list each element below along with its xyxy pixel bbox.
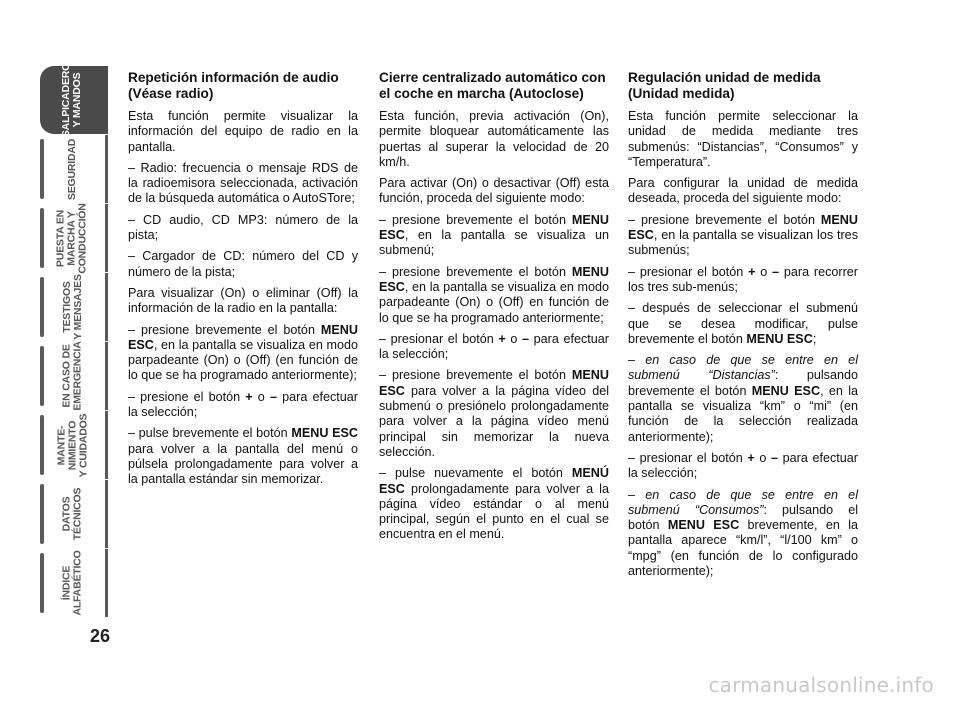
menu-esc-button-ref: MENU ESC bbox=[746, 331, 813, 346]
menu-esc-button-ref: MENU ESC bbox=[128, 322, 358, 352]
tab-label: SEGURIDAD bbox=[66, 138, 78, 200]
paragraph: – después de seleccionar el submenú que se desea modificar, pulse brevemente el botón MENU ESC; bbox=[628, 301, 858, 346]
minus-button-ref: – bbox=[269, 389, 277, 404]
section-title: Repetición información de audio (Véase radio) bbox=[128, 70, 339, 101]
watermark: carmanualsonline.info bbox=[708, 673, 934, 697]
tab-en-caso-de-emergencia[interactable] bbox=[40, 342, 108, 410]
tab-label: ÍNDICE ALFABÉTICO bbox=[60, 550, 84, 616]
menu-esc-button-ref: MENU ESC bbox=[379, 368, 609, 398]
paragraph: – pulse nuevamente el botón MENÚ ESC prolongadamente para volver a la página vídeo estándar o al menú principal, según el punto en el cual se encuentra en el menú. bbox=[379, 466, 609, 542]
column-autoclose bbox=[379, 70, 609, 549]
section-tabs bbox=[40, 62, 108, 618]
tab-label: PUESTA EN MARCHA Y CONDUCCIÓN bbox=[55, 202, 89, 274]
paragraph: – presionar el botón + o – para recorrer los tres sub-menús; bbox=[628, 264, 858, 294]
paragraph: – presione brevemente el botón MENU ESC para volver a la página vídeo del submenú o presiónelo prolongadamente para volver a la página vídeo menú principal sin memorizar la nueva selección. bbox=[379, 368, 609, 459]
paragraph: – presionar el botón + o – para efectuar la selección; bbox=[628, 450, 858, 481]
paragraph: Para visualizar (On) o eliminar (Off) la información de la radio en la pantalla: bbox=[128, 285, 358, 316]
page-number: 26 bbox=[90, 626, 111, 646]
paragraph: Esta función permite visualizar la información del equipo de radio en la pantalla. bbox=[128, 109, 358, 154]
section-title: Cierre centralizado automático con el coche en marcha (Autoclose) bbox=[379, 70, 606, 101]
minus-button-ref: – bbox=[522, 331, 530, 346]
tab-label: TESTIGOS Y MENSAJES bbox=[60, 274, 84, 340]
paragraph: – presione el botón + o – para efectuar la selección; bbox=[128, 389, 358, 420]
paragraph: – presione brevemente el botón MENU ESC, en la pantalla se visualiza en modo parpadeante (On) o (Off) (en función de lo que se ha programado anteriormente); bbox=[128, 322, 358, 383]
tab-indice-alfabetico[interactable] bbox=[40, 549, 108, 617]
plus-button-ref: + bbox=[747, 450, 755, 465]
paragraph: – en caso de que se entre en el submenú “Distancias”: pulsando brevemente el botón MENU ESC, en la pantalla se visualiza “km” o “mi” (en función de la selección realizada anteriormente); bbox=[628, 353, 858, 444]
section-title: Regulación unidad de medida (Unidad medida) bbox=[628, 70, 821, 101]
tab-label: MANTE- NIMIENTO Y CUIDADOS bbox=[54, 413, 89, 477]
paragraph: – Cargador de CD: número del CD y número de la pista; bbox=[128, 249, 358, 279]
menu-esc-button-ref: MENU ESC bbox=[751, 383, 821, 398]
tab-label: DATOS TÉCNICOS bbox=[60, 487, 84, 541]
tab-datos-tecnicos[interactable] bbox=[40, 480, 108, 548]
minus-button-ref: – bbox=[771, 450, 779, 465]
plus-button-ref: + bbox=[748, 264, 756, 279]
tab-salpicadero-y-mandos[interactable] bbox=[40, 62, 108, 138]
tab-testigos-y-mensajes[interactable] bbox=[40, 273, 108, 341]
paragraph: Esta función permite seleccionar la unidad de medida mediante tres submenús: “Distancias”, “Consumos” y “Temperatura”. bbox=[628, 109, 858, 169]
paragraph: Esta función, previa activación (On), permite bloquear automáticamente las puertas al superar la velocidad de 20 km/h. bbox=[379, 109, 609, 169]
paragraph: – presionar el botón + o – para efectuar la selección; bbox=[379, 331, 609, 362]
paragraph: Para activar (On) o desactivar (Off) esta función, proceda del siguiente modo: bbox=[379, 176, 609, 206]
tab-label: SALPICADERO Y MANDOS bbox=[60, 62, 84, 138]
menu-esc-button-ref: MENÚ ESC bbox=[379, 466, 609, 496]
column-units bbox=[628, 70, 858, 585]
paragraph: – en caso de que se entre en el submenú “Consumos”: pulsando el botón MENU ESC brevemente, en la pantalla aparece “km/l”, “l/100 km” o “mpg” (en función de lo configurado anteriormente); bbox=[628, 487, 858, 579]
paragraph: Para configurar la unidad de medida deseada, proceda del siguiente modo: bbox=[628, 176, 858, 206]
plus-button-ref: + bbox=[245, 389, 253, 404]
menu-esc-button-ref: MENU ESC bbox=[379, 212, 609, 243]
tab-seguridad[interactable] bbox=[40, 135, 108, 203]
paragraph: – CD audio, CD MP3: número de la pista; bbox=[128, 212, 358, 243]
menu-esc-button-ref: MENU ESC bbox=[667, 518, 740, 533]
paragraph: – presione brevemente el botón MENU ESC, en la pantalla se visualiza un submenú; bbox=[379, 212, 609, 258]
column-audio-info bbox=[128, 70, 358, 494]
tab-puesta-en-marcha[interactable] bbox=[40, 204, 108, 272]
minus-button-ref: – bbox=[772, 264, 780, 279]
tab-label: EN CASO DE EMERGENCIA bbox=[60, 341, 84, 411]
paragraph: – pulse brevemente el botón MENU ESC para volver a la pantalla del menú o púlsela prolongadamente para volver a la pantalla estándar sin memorizar. bbox=[128, 426, 358, 487]
plus-button-ref: + bbox=[498, 331, 506, 346]
tab-mantenimiento[interactable] bbox=[40, 411, 108, 479]
menu-esc-button-ref: MENU ESC bbox=[628, 212, 858, 243]
menu-esc-button-ref: MENU ESC bbox=[379, 264, 609, 294]
paragraph: – presione brevemente el botón MENU ESC, en la pantalla se visualizan los tres submenús; bbox=[628, 212, 858, 258]
paragraph: – Radio: frecuencia o mensaje RDS de la radioemisora seleccionada, activación de la búsqueda automática o AutoSTore; bbox=[128, 160, 358, 206]
paragraph: – presione brevemente el botón MENU ESC, en la pantalla se visualiza en modo parpadeante (On) o (Off) en función de lo que se ha programado anteriormente; bbox=[379, 264, 609, 325]
menu-esc-button-ref: MENU ESC bbox=[291, 426, 358, 441]
